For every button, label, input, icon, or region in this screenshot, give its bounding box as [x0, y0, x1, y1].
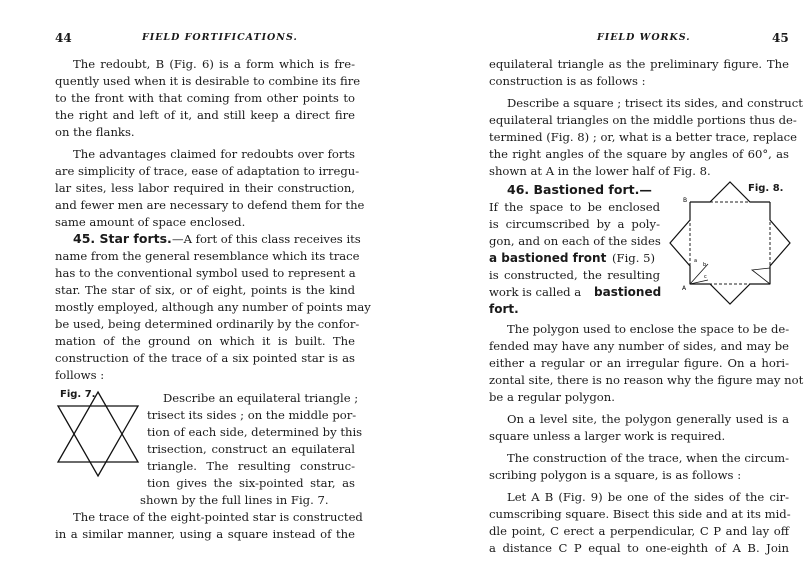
- text-line: The trace of the eight-pointed star is constructed: [73, 510, 363, 524]
- figure-label: Fig. 7.: [60, 389, 96, 400]
- text-line: dle point, C erect a perpendicular, C P and lay off: [489, 524, 789, 538]
- bold-term: bastioned: [594, 285, 662, 299]
- text-line: star. The star of six, or of eight, points is the kind: [55, 283, 355, 297]
- text-line: is constructed, the resulting: [489, 268, 660, 282]
- text-line: shown at A in the lower half of Fig. 8.: [489, 164, 711, 178]
- text-line: work is called a: [489, 285, 582, 299]
- text-line: tion gives the six-pointed star, as: [147, 476, 355, 490]
- text-line: a distance C P equal to one-eighth of A B. Join: [489, 541, 789, 555]
- text-line: tion of each side, determined by this: [147, 425, 363, 439]
- text-line: trisection, construct an equilateral: [147, 442, 355, 456]
- text-line: The redoubt, B (Fig. 6) is a form which is fre-: [73, 57, 355, 71]
- text-line: either a regular or an irregular figure. On a hori-: [489, 356, 789, 370]
- text-line: to the front with that coming from other points to: [55, 91, 355, 105]
- section-heading: 46. Bastioned fort.—: [507, 182, 652, 197]
- text-line: cumscribing square. Bisect this side and at its mid-: [489, 507, 791, 521]
- star-point-right: [770, 202, 790, 284]
- text-line: be used, being determined ordinarily by the confor-: [55, 317, 360, 331]
- point-label-a-small: a: [694, 258, 698, 264]
- point-label-a: A: [682, 285, 687, 292]
- page-number: 45: [772, 31, 789, 45]
- text-line: on the flanks.: [55, 125, 135, 139]
- text-line: shown by the full lines in Fig. 7.: [140, 493, 329, 507]
- section-heading: 45. Star forts.: [73, 231, 172, 246]
- text-line: triangle. The resulting construc-: [147, 459, 355, 473]
- text-line: is circumscribed by a poly-: [489, 217, 660, 231]
- text-line: in a similar manner, using a square instead of the: [55, 527, 355, 541]
- text-line: quently used when it is desirable to combine its fire: [55, 74, 361, 88]
- point-label-b: B: [683, 197, 688, 204]
- running-head: FIELD FORTIFICATIONS.: [142, 32, 298, 43]
- text-line: lar sites, less labor required in their construction,: [55, 181, 355, 195]
- text-line: If the space to be enclosed: [489, 200, 660, 214]
- text-line: termined (Fig. 8) ; or, what is a better trace, replace: [489, 130, 797, 144]
- text-line: square unless a larger work is required.: [489, 429, 726, 443]
- text-line: Let A B (Fig. 9) be one of the sides of the cir-: [507, 490, 789, 504]
- bold-term: a bastioned front: [489, 251, 607, 265]
- point-label-c-small: c: [704, 274, 707, 280]
- star-of-six-figure: [50, 390, 150, 480]
- text-line: the right and left of it, and still keep a direct fire: [55, 108, 355, 122]
- text-line: construction is as follows :: [489, 74, 646, 88]
- text-line: mostly employed, although any number of points may: [55, 300, 371, 314]
- text-line: On a level site, the polygon generally used is a: [507, 412, 789, 426]
- text-line: construction of the trace of a six pointed star is as: [55, 351, 355, 365]
- text-line: trisect its sides ; on the middle por-: [147, 408, 357, 422]
- star-point-bottom: [690, 284, 770, 304]
- text-line: mation of the ground on which it is built. The: [55, 334, 355, 348]
- figure-label: Fig. 8.: [748, 183, 784, 194]
- text-line: —A fort of this class receives its: [172, 232, 361, 246]
- right-page: [405, 0, 810, 584]
- text-line: and fewer men are necessary to defend them for the: [55, 198, 365, 212]
- text-line: gon, and on each of the sides: [489, 234, 661, 248]
- text-line: be a regular polygon.: [489, 390, 615, 404]
- square-outline: [690, 202, 770, 284]
- text-line: same amount of space enclosed.: [55, 215, 246, 229]
- running-head: FIELD WORKS.: [597, 32, 691, 43]
- bastioned-square-figure: [668, 180, 808, 310]
- text-line: has to the conventional symbol used to represent a: [55, 266, 356, 280]
- text-line: are simplicity of trace, ease of adaptation to irregu-: [55, 164, 360, 178]
- text-line: scribing polygon is a square, is as follows :: [489, 468, 742, 482]
- star-point-top: [690, 182, 770, 202]
- text-line: equilateral triangles on the middle portions thus de-: [489, 113, 797, 127]
- text-line: fended may have any number of sides, and may be: [489, 339, 789, 353]
- bold-term: fort.: [489, 302, 519, 316]
- text-line: follows :: [55, 368, 105, 382]
- text-line: The polygon used to enclose the space to be de-: [507, 322, 790, 336]
- text-line: the right angles of the square by angles of 60°, as: [489, 147, 789, 161]
- text-line: zontal site, there is no reason why the figure may not: [489, 373, 804, 387]
- angle-construction-lines: [690, 264, 770, 284]
- star-point-left: [670, 202, 690, 284]
- text-line: The construction of the trace, when the circum-: [507, 451, 789, 465]
- text-line: Describe a square ; trisect its sides, and construct: [507, 96, 803, 110]
- text-line: (Fig. 5): [612, 251, 655, 265]
- text-line: equilateral triangle as the preliminary figure. The: [489, 57, 789, 71]
- text-line: The advantages claimed for redoubts over forts: [73, 147, 355, 161]
- page-number: 44: [55, 31, 72, 45]
- text-line: name from the general resemblance which its trace: [55, 249, 360, 263]
- point-label-b-small: b: [703, 262, 707, 268]
- text-line: Describe an equilateral triangle ;: [163, 391, 359, 405]
